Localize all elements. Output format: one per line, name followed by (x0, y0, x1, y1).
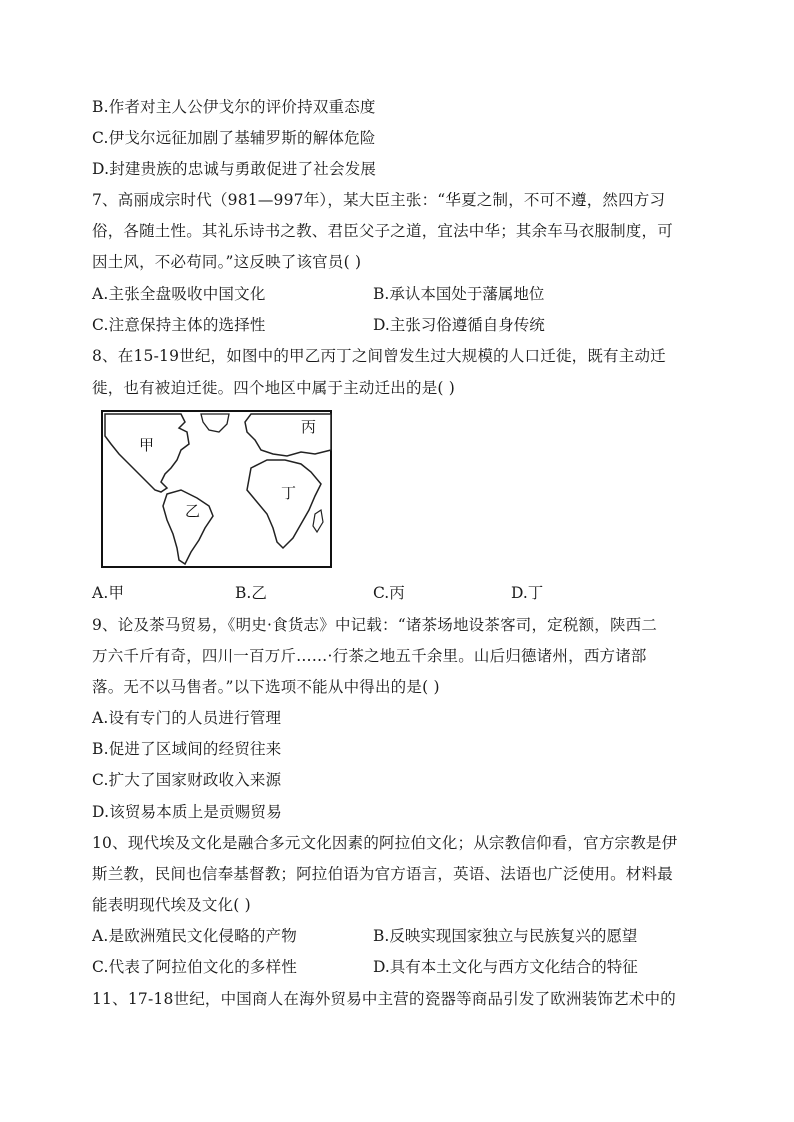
q8-stem-line-1: 8、在15-19世纪，如图中的甲乙丙丁之间曾发生过大规模的人口迁徙，既有主动迁 (92, 347, 666, 365)
q11-stem-line-1: 11、17-18世纪，中国商人在海外贸易中主营的瓷器等商品引发了欧洲装饰艺术中的 (92, 990, 676, 1008)
q6-option-c: C.伊戈尔远征加剧了基辅罗斯的解体危险 (92, 129, 376, 147)
q10-stem-line-1: 10、现代埃及文化是融合多元文化因素的阿拉伯文化；从宗教信仰看，官方宗教是伊 (92, 834, 678, 852)
map-label-bing: 丙 (301, 418, 317, 436)
q7-option-a: A.主张全盘吸收中国文化 (92, 285, 266, 303)
world-map-figure (101, 410, 332, 568)
map-label-ding: 丁 (281, 484, 297, 502)
q9-option-d: D.该贸易本质上是贡赐贸易 (92, 803, 282, 821)
q10-option-c: C.代表了阿拉伯文化的多样性 (92, 958, 298, 976)
q10-stem-line-2: 斯兰教，民间也信奉基督教；阿拉伯语为官方语言，英语、法语也广泛使用。材料最 (92, 865, 673, 883)
q6-option-b: B.作者对主人公伊戈尔的评价持双重态度 (92, 98, 376, 116)
q9-option-c: C.扩大了国家财政收入来源 (92, 771, 282, 789)
map-label-yi: 乙 (185, 502, 201, 520)
q9-stem-line-3: 落。无不以马售者。”以下选项不能从中得出的是( ) (92, 678, 440, 696)
q10-stem-line-3: 能表明现代埃及文化( ) (92, 896, 251, 914)
q7-option-c: C.注意保持主体的选择性 (92, 316, 266, 334)
q8-option-c: C.丙 (373, 584, 405, 602)
q7-option-b: B.承认本国处于藩属地位 (373, 285, 545, 303)
q10-option-b: B.反映实现国家独立与民族复兴的愿望 (373, 927, 638, 945)
q8-option-a: A.甲 (92, 584, 125, 602)
q7-stem-line-3: 因土风，不必苟同。”这反映了该官员( ) (92, 253, 362, 271)
q9-stem-line-1: 9、论及茶马贸易，《明史·食货志》中记载：“诸茶场地设茶客司，定税额，陕西二 (92, 616, 658, 634)
q10-option-a: A.是欧洲殖民文化侵略的产物 (92, 927, 297, 945)
q6-option-d: D.封建贵族的忠诚与勇敢促进了社会发展 (92, 160, 377, 178)
q7-stem-line-1: 7、高丽成宗时代（981—997年），某大臣主张：“华夏之制，不可不遵，然四方习 (92, 191, 666, 209)
q9-stem-line-2: 万六千斤有奇，四川一百万斤……·行茶之地五千余里。山后归德诸州，西方诸部 (92, 647, 647, 665)
q7-option-d: D.主张习俗遵循自身传统 (373, 316, 545, 334)
q9-option-b: B.促进了区域间的经贸往来 (92, 740, 282, 758)
q8-option-b: B.乙 (235, 584, 267, 602)
q8-stem-line-2: 徙，也有被迫迁徙。四个地区中属于主动迁出的是( ) (92, 379, 456, 397)
q10-option-d: D.具有本土文化与西方文化结合的特征 (373, 958, 638, 976)
q9-option-a: A.设有专门的人员进行管理 (92, 709, 282, 727)
map-label-jia: 甲 (139, 436, 155, 454)
q8-option-d: D.丁 (511, 584, 544, 602)
q7-stem-line-2: 俗，各随土性。其礼乐诗书之教、君臣父子之道，宜法中华；其余车马衣服制度，可 (92, 222, 673, 240)
